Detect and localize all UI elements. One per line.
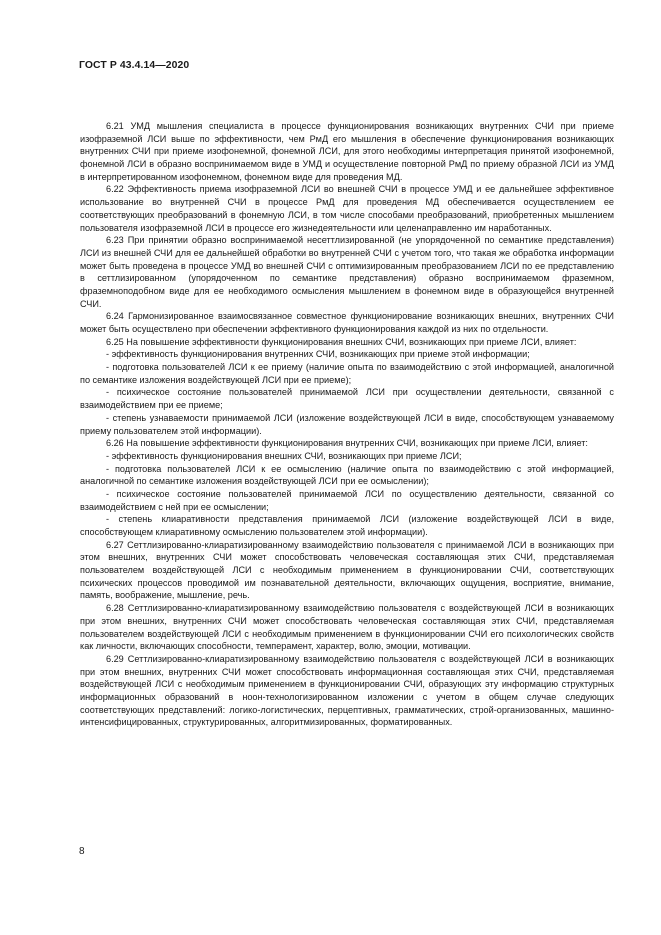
paragraph-6-26: 6.26 На повышение эффективности функционирования внутренних СЧИ, возникающих при приеме ЛСИ, влияет:	[106, 438, 588, 449]
paragraph-6-28: 6.28 Сеттлизированно-клиаратизированному взаимодействию пользователя с воздействующей ЛСИ в возникающих при этом внешних, внутренних СЧИ может способствовать человеческая составляющая этих СЧИ, представляемая пользователем воздействующей ЛСИ с необходимым применением в функционировании СЧИ его психологических свойств как личности, включающих способности, темперамент, характер, волю, эмоции, мотивации.	[80, 603, 614, 652]
document-header: ГОСТ Р 43.4.14—2020	[79, 60, 190, 71]
paragraph-6-29: 6.29 Сеттлизированно-клиаратизированному взаимодействию пользователя с воздействующей ЛСИ в возникающих при этом внешних, внутренних СЧИ может способствовать информационная составляющая этих СЧИ, представляемая воздействующей ЛСИ с необходимым применением в функционировании СЧИ, образующих эту информацию структурных информационных образований в ноон-технологизированном изложении с учетом в общем случае следующих соответствующих представлений: логико-логистических, перцептивных, грамматических, строй-организованных, машинно-интенсифицированных, структурированных, алгоритмизированных, форматированных.	[80, 653, 614, 728]
list-item: - психическое состояние пользователей принимаемой ЛСИ при осуществлении деятельности, связанной с взаимодействием при ее приеме;	[80, 387, 614, 411]
list-item: - степень узнаваемости принимаемой ЛСИ (изложение воздействующей ЛСИ в виде, способствующем узнаваемому приему пользователем этой информации).	[80, 412, 614, 436]
list-item: - подготовка пользователей ЛСИ к ее осмыслению (наличие опыта по взаимодействию с этой информацией, аналогичной по семантике изложения воздействующей ЛСИ при ее осмыслении);	[80, 463, 614, 487]
paragraph-6-27: 6.27 Сеттлизированно-клиаратизированному взаимодействию пользователя с принимаемой ЛСИ в возникающих при этом внешних, внутренних СЧИ может способствовать человеческая составляющая этих СЧИ, представляемая пользователем воздействующей ЛСИ с необходимым применением в функционировании СЧИ, соответствующих психических процессов проводимой им познавательной деятельности, включающих ощущения, восприятие, внимание, память, воображение, мышление, речь.	[80, 539, 614, 601]
paragraph-6-23: 6.23 При принятии образно воспринимаемой несеттлизированной (не упорядоченной по семантике представления) ЛСИ из внешней СЧИ для ее дальнейшей обработки во внутренней СЧИ с учетом того, что такая же обработка информации может быть проведена в процессе УМД во внешней СЧИ с оптимизированным преобразованием ЛСИ по ее представлению в сеттлизированном (упорядоченном по семантике представления) образно воспринимаемом фраземном, фраземноподобном виде для ее необходимого осмысления мышлением в фонемном виде в образующейся внутренней СЧИ.	[80, 235, 614, 309]
page-number: 8	[79, 846, 85, 857]
list-item: - подготовка пользователей ЛСИ к ее приему (наличие опыта по взаимодействию с этой информацией, аналогичной по семантике изложения воздействующей ЛСИ при ее приеме);	[80, 362, 614, 385]
paragraph-6-24: 6.24 Гармонизированное взаимосвязанное совместное функционирование возникающих внешних, внутренних СЧИ может быть осуществлено при обеспечении эффективного функционирования каждой из них по отдельности.	[80, 311, 614, 334]
paragraph-6-21: 6.21 УМД мышления специалиста в процессе функционирования возникающих внутренних СЧИ при приеме изофраземной ЛСИ выше по эффективности, чем РмД его мышления в обеспечение функционирования возникающих внутренних СЧИ при приеме изофонемной, фонемной ЛСИ, для этого необходимы интерпретация принятой изофонемной, фонемной ЛСИ в образно воспринимаемом виде в УМД и осуществление повторной РмД по приему образной ЛСИ из УМД в интерпретированном изофонемном, фонемном виде для проведения МД.	[80, 121, 614, 182]
document-body	[80, 120, 614, 729]
list-item: - психическое состояние пользователей принимаемой ЛСИ по осуществлению деятельности, связанной со взаимодействием с ней при ее осмыслении;	[80, 488, 614, 512]
list-item: - эффективность функционирования внутренних СЧИ, возникающих при приеме этой информации;	[106, 349, 530, 360]
list-item: - эффективность функционирования внешних СЧИ, возникающих при приеме ЛСИ;	[106, 450, 462, 461]
paragraph-6-25: 6.25 На повышение эффективности функционирования внешних СЧИ, возникающих при приеме ЛСИ, влияет:	[106, 336, 577, 347]
list-item: - степень клиаративности представления принимаемой ЛСИ (изложение воздействующей ЛСИ в виде, способствующем клиаративному осмыслению пользователем этой информации).	[80, 514, 614, 537]
paragraph-6-22: 6.22 Эффективность приема изофраземной ЛСИ во внешней СЧИ в процессе УМД и ее дальнейшее эффективное использование во внутренней СЧИ в процессе РмД для проведения МД обеспечивается осуществлением ее соответствующих преобразований в фонемную ЛСИ, в том числе способами преобразований, приобретенных мышлением пользователя изофраземной ЛСИ в процессе его жизнедеятельности или целенаправленно им наработанных.	[80, 184, 614, 233]
